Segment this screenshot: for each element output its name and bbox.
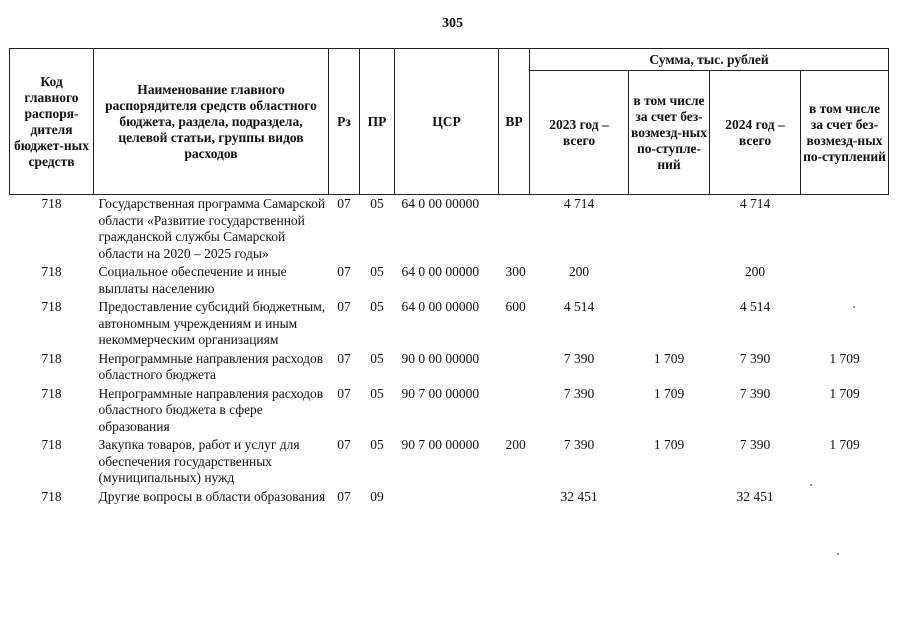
header-rz: Рз — [329, 49, 360, 195]
cell-2023-gratuitous — [629, 195, 710, 264]
header-2023-total: 2023 год – всего — [530, 71, 629, 195]
cell-rz: 07 — [337, 350, 351, 366]
cell-name: Предоставление субсидий бюджетным, автономным учреждениям и иным некоммерческим организациям — [98, 299, 326, 347]
cell-rz: 07 — [337, 196, 351, 211]
cell-rz: 07 — [337, 488, 351, 504]
table-row — [10, 350, 889, 385]
cell-name: Непрограммные направления расходов областного бюджета в сфере образования — [98, 385, 324, 434]
cell-2023-total: 4 514 — [563, 299, 595, 314]
cell-2024-gratuitous: 1 709 — [829, 385, 860, 401]
table-body — [10, 195, 889, 507]
cell-csr: 90 7 00 00000 — [401, 385, 480, 401]
cell-name: Другие вопросы в области образования — [98, 488, 326, 504]
cell-code: 718 — [41, 385, 62, 401]
scan-speck — [837, 553, 839, 555]
header-2024-gratuitous: в том числе за счет без-возмезд-ных по-ступлений — [801, 71, 889, 195]
cell-name: Непрограммные направления расходов областного бюджета — [98, 350, 324, 382]
scan-speck — [810, 484, 812, 486]
cell-pr: 05 — [370, 437, 384, 452]
budget-table — [9, 48, 889, 506]
header-pr: ПР — [360, 49, 395, 195]
cell-pr: 05 — [370, 299, 384, 314]
cell-vr — [499, 488, 530, 507]
cell-2023-total: 7 390 — [563, 350, 595, 366]
cell-code: 718 — [41, 437, 62, 452]
cell-2024-gratuitous — [801, 488, 889, 507]
cell-2023-total: 32 451 — [560, 488, 598, 504]
cell-vr — [499, 195, 530, 264]
cell-code: 718 — [41, 488, 62, 504]
cell-2024-total: 4 714 — [739, 196, 771, 211]
cell-rz: 07 — [337, 299, 351, 314]
cell-2023-total: 7 390 — [563, 437, 595, 452]
cell-2023-total: 7 390 — [563, 385, 595, 401]
cell-2024-gratuitous — [801, 298, 889, 350]
table-row — [10, 298, 889, 350]
cell-csr: 90 0 00 00000 — [401, 350, 480, 366]
cell-vr: 600 — [505, 299, 526, 314]
cell-2023-gratuitous: 1 709 — [653, 350, 685, 366]
cell-2023-total: 4 714 — [563, 196, 595, 211]
cell-vr — [499, 385, 530, 437]
header-code: Код главного распоря-дителя бюджет-ных средств — [10, 49, 94, 195]
cell-code: 718 — [41, 264, 62, 279]
header-vr: ВР — [499, 49, 530, 195]
table-row — [10, 385, 889, 437]
cell-name: Государственная программа Самарской области «Развитие государственной гражданской службы Самарской области на 2020 – 2025 годы» — [98, 196, 326, 261]
cell-csr — [395, 488, 499, 507]
cell-pr: 05 — [370, 196, 384, 211]
cell-2024-total: 7 390 — [739, 385, 771, 401]
cell-2023-gratuitous: 1 709 — [653, 437, 685, 452]
cell-rz: 07 — [337, 385, 351, 401]
cell-csr: 64 0 00 00000 — [401, 264, 480, 279]
cell-code: 718 — [41, 350, 62, 366]
cell-code: 718 — [41, 299, 62, 314]
table-row — [10, 488, 889, 507]
header-name: Наименование главного распорядителя средств областного бюджета, раздела, подраздела, целевой статьи, группы видов расходов — [94, 49, 329, 195]
header-2024-total: 2024 год – всего — [710, 71, 801, 195]
cell-pr: 05 — [370, 264, 384, 279]
cell-2023-gratuitous: 1 709 — [653, 385, 685, 401]
cell-csr: 64 0 00 00000 — [401, 196, 480, 211]
cell-2023-gratuitous — [629, 488, 710, 507]
scan-speck — [853, 306, 855, 308]
cell-csr: 90 7 00 00000 — [401, 437, 480, 452]
cell-pr: 05 — [370, 350, 384, 366]
cell-2024-total: 32 451 — [736, 488, 774, 504]
table-row — [10, 263, 889, 298]
cell-pr: 05 — [370, 385, 384, 401]
table-row — [10, 436, 889, 488]
cell-2024-total: 4 514 — [739, 299, 771, 314]
header-sum-group: Сумма, тыс. рублей — [530, 49, 889, 71]
cell-2024-total: 7 390 — [739, 350, 771, 366]
cell-2023-gratuitous — [629, 263, 710, 298]
cell-2024-gratuitous: 1 709 — [829, 350, 860, 366]
cell-vr: 300 — [505, 264, 526, 279]
page-number: 305 — [442, 16, 463, 31]
header-2023-gratuitous: в том числе за счет без-возмезд-ных по-ступле-ний — [629, 71, 710, 195]
cell-vr — [499, 350, 530, 385]
cell-2024-gratuitous — [801, 263, 889, 298]
header-csr: ЦСР — [395, 49, 499, 195]
cell-2024-total: 200 — [744, 264, 766, 279]
cell-rz: 07 — [337, 437, 351, 452]
cell-2023-gratuitous — [629, 298, 710, 350]
cell-pr: 09 — [370, 488, 384, 504]
cell-name: Закупка товаров, работ и услуг для обеспечения государственных (муниципальных) нужд — [98, 437, 300, 485]
cell-code: 718 — [41, 196, 62, 211]
table-row — [10, 195, 889, 264]
cell-rz: 07 — [337, 264, 351, 279]
cell-name: Социальное обеспечение и иные выплаты населению — [98, 264, 287, 296]
cell-2024-gratuitous — [801, 195, 889, 264]
cell-csr: 64 0 00 00000 — [401, 299, 480, 314]
cell-vr: 200 — [505, 437, 526, 452]
cell-2024-gratuitous: 1 709 — [829, 437, 860, 452]
cell-2024-total: 7 390 — [739, 437, 771, 452]
cell-2023-total: 200 — [568, 264, 590, 279]
